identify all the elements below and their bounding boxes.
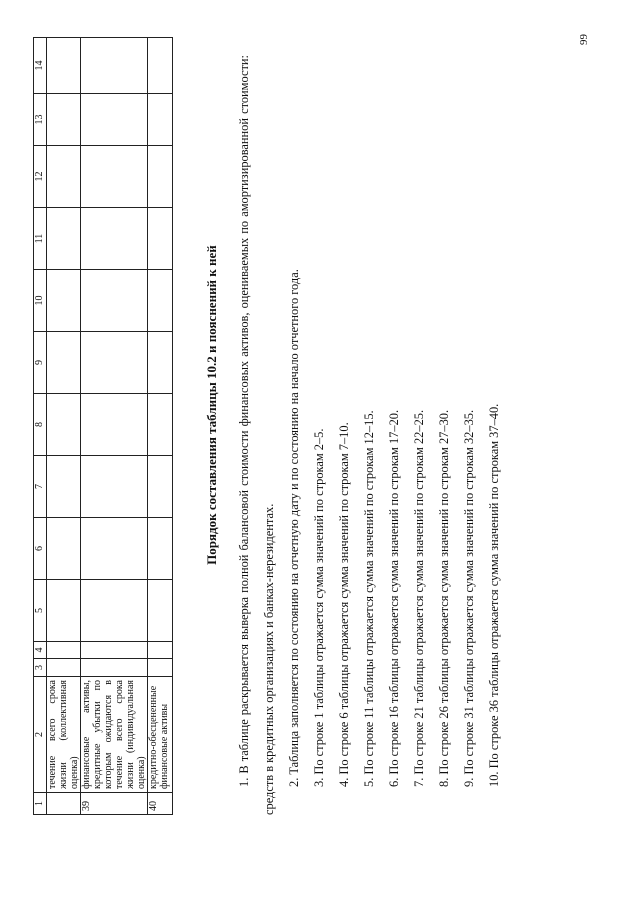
paragraph: 2. Таблица заполняется по состоянию на отчетную дату и по состоянию на начало отчетного года. [287, 269, 301, 787]
paragraph: 6. По строке 16 таблицы отражается сумма значений по строкам 17–20. [387, 409, 401, 787]
column-number: 11 [34, 208, 47, 270]
column-number: 13 [34, 94, 47, 146]
paragraph: 10. По строке 36 таблицы отражается сумма значений по строкам 37–40. [487, 403, 501, 787]
empty-cell [47, 518, 81, 580]
column-number: 4 [34, 642, 47, 659]
empty-cell [148, 146, 173, 208]
empty-cell [47, 642, 81, 659]
column-number: 9 [34, 332, 47, 394]
paragraph: 1. В таблице раскрывается выверка полной балансовой стоимости финансовых активов, оцениваемых по амортизированной стоимости: средств в кредитных организациях и банках-нерезидентах. [237, 55, 276, 815]
column-number: 8 [34, 394, 47, 456]
row-number [47, 793, 81, 815]
paragraph: 4. По строке 6 таблицы отражается сумма значений по строкам 7–10. [337, 422, 351, 787]
column-number: 10 [34, 270, 47, 332]
column-number: 5 [34, 580, 47, 642]
empty-cell [81, 332, 148, 394]
instructions-text [232, 55, 507, 815]
empty-cell [148, 642, 173, 659]
empty-cell [81, 580, 148, 642]
empty-cell [148, 659, 173, 677]
column-number: 12 [34, 146, 47, 208]
row-number: 39 [81, 793, 148, 815]
empty-cell [47, 208, 81, 270]
empty-cell [47, 38, 81, 94]
column-number: 2 [34, 677, 47, 793]
empty-cell [81, 394, 148, 456]
column-number: 7 [34, 456, 47, 518]
empty-cell [81, 146, 148, 208]
empty-cell [148, 456, 173, 518]
empty-cell [148, 518, 173, 580]
empty-cell [47, 332, 81, 394]
empty-cell [47, 94, 81, 146]
empty-cell [81, 38, 148, 94]
empty-cell [47, 456, 81, 518]
empty-cell [81, 94, 148, 146]
empty-cell [47, 394, 81, 456]
empty-cell [81, 270, 148, 332]
table-row [47, 38, 81, 815]
empty-cell [148, 270, 173, 332]
empty-cell [47, 270, 81, 332]
column-number: 14 [34, 38, 47, 94]
section-heading: Порядок составления таблицы 10.2 и пояснений к ней [204, 245, 219, 565]
empty-cell [148, 208, 173, 270]
column-number: 1 [34, 793, 47, 815]
empty-cell [47, 146, 81, 208]
empty-cell [148, 580, 173, 642]
row-description: течение всего срока жизни (коллективная оценка) [47, 677, 81, 793]
row-description: финансовые активы, кредитные убытки по которым ожидаются в течение всего срока жизни (индивидуальная оценка) [81, 677, 148, 793]
empty-cell [81, 208, 148, 270]
empty-cell [81, 642, 148, 659]
table-row [81, 38, 148, 815]
empty-cell [148, 38, 173, 94]
row-number: 40 [148, 793, 173, 815]
column-number: 3 [34, 659, 47, 677]
paragraph: 3. По строке 1 таблицы отражается сумма значений по строкам 2–5. [312, 428, 326, 787]
paragraph: 8. По строке 26 таблицы отражается сумма значений по строкам 27–30. [437, 409, 451, 787]
empty-cell [81, 659, 148, 677]
empty-cell [148, 332, 173, 394]
empty-cell [47, 659, 81, 677]
paragraph: 5. По строке 11 таблицы отражается сумма значений по строкам 12–15. [362, 410, 376, 787]
empty-cell [148, 94, 173, 146]
row-description: кредитно-обесцененные финансовые активы [148, 677, 173, 793]
paragraph: 9. По строке 31 таблицы отражается сумма значений по строкам 32–35. [462, 409, 476, 787]
table-header-row [34, 38, 47, 815]
column-number: 6 [34, 518, 47, 580]
empty-cell [81, 456, 148, 518]
empty-cell [148, 394, 173, 456]
empty-cell [81, 518, 148, 580]
empty-cell [47, 580, 81, 642]
paragraph: 7. По строке 21 таблицы отражается сумма значений по строкам 22–25. [412, 409, 426, 787]
reconciliation-table [33, 37, 173, 815]
page-number: 99 [578, 34, 590, 45]
table-row [148, 38, 173, 815]
